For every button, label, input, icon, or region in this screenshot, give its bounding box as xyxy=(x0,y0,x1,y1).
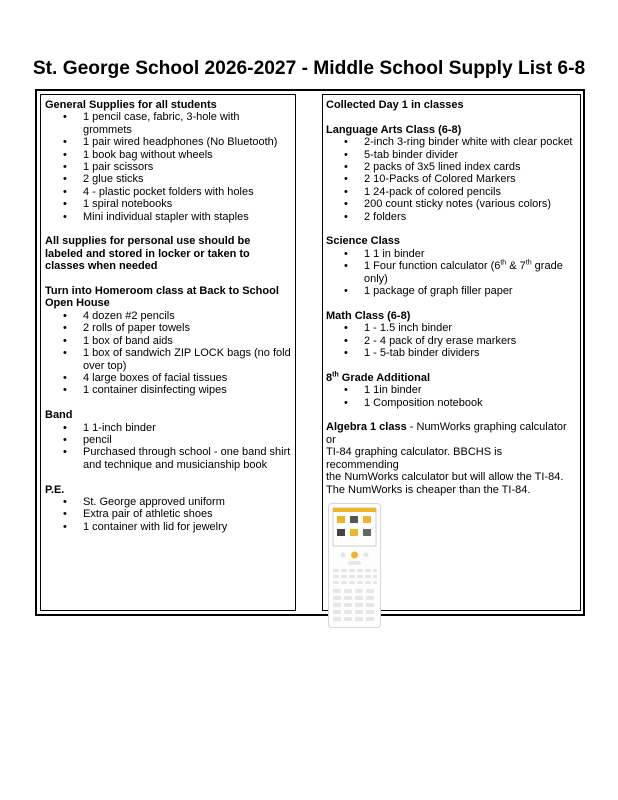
list-item: • St. George approved uniform xyxy=(45,496,291,508)
list-item: • 1 1-inch binder xyxy=(45,422,291,434)
list-item: • 5-tab binder divider xyxy=(326,149,576,161)
algebra-line: TI-84 graphing calculator. BBCHS is recommending xyxy=(326,446,503,471)
list-item: • 1 pencil case, fabric, 3-hole with grommets xyxy=(45,111,291,136)
list-item: • 1 container disinfecting wipes xyxy=(45,384,291,396)
algebra-line xyxy=(326,421,576,446)
list-item: • 1 1 in binder xyxy=(326,248,576,260)
superscript: th xyxy=(500,259,507,267)
grade8-list xyxy=(326,384,576,409)
list-item: • 1 spiral notebooks xyxy=(45,198,291,210)
pe-heading: P.E. xyxy=(45,483,65,496)
list-item: • 2 folders xyxy=(326,211,576,223)
algebra-line: the NumWorks calculator but will allow the TI-84. xyxy=(326,471,564,484)
homeroom-heading xyxy=(45,285,291,310)
list-item: • 1 package of graph filler paper xyxy=(326,285,576,297)
label-note xyxy=(45,235,291,272)
list-item-line: over top) xyxy=(83,359,127,372)
list-item: • 2 10-Packs of Colored Markers xyxy=(326,173,576,185)
text-run: 1 Four function calculator (6 xyxy=(364,260,501,273)
label-note-line: classes when needed xyxy=(45,260,158,273)
text-run: - NumWorks graphing calculator or xyxy=(326,421,567,446)
algebra-line: The NumWorks is cheaper than the TI-84. xyxy=(326,483,531,496)
list-item: • 1 Composition notebook xyxy=(326,397,576,409)
list-item-line: • Purchased through school - one band shirt xyxy=(83,446,291,459)
list-item: • 200 count sticky notes (various colors) xyxy=(326,198,576,210)
band-list xyxy=(45,422,291,472)
list-item: • 1 box of band aids xyxy=(45,335,291,347)
list-item-line: • 1 box of sandwich ZIP LOCK bags (no fold xyxy=(83,347,291,360)
text-run: Grade Additional xyxy=(338,371,430,384)
list-item: • 1 24-pack of colored pencils xyxy=(326,186,576,198)
list-item-line xyxy=(364,260,576,272)
algebra-heading: Algebra 1 class xyxy=(326,421,407,434)
text-run: & 7 xyxy=(506,260,526,273)
calculator-image xyxy=(328,503,381,628)
homeroom-list xyxy=(45,310,291,397)
superscript: th xyxy=(332,371,339,379)
list-item: • 1 1in binder xyxy=(326,384,576,396)
general-list xyxy=(45,111,291,223)
math-heading: Math Class (6-8) xyxy=(326,309,411,322)
list-item: • pencil xyxy=(45,434,291,446)
homeroom-heading-line: Turn into Homeroom class at Back to School xyxy=(45,285,279,298)
list-item-line: only) xyxy=(364,272,388,285)
math-list xyxy=(326,322,576,359)
list-item-line: and technique and musicianship book xyxy=(83,458,268,471)
list-item: • 4 - plastic pocket folders with holes xyxy=(45,186,291,198)
list-item: • 2 - 4 pack of dry erase markers xyxy=(326,335,576,347)
label-note-line: labeled and stored in locker or taken to xyxy=(45,247,250,260)
text-run: grade xyxy=(531,260,563,273)
label-note-line: All supplies for personal use should be xyxy=(45,235,251,248)
language-arts-list xyxy=(326,136,576,223)
band-heading: Band xyxy=(45,409,73,422)
list-item: • 1 pair scissors xyxy=(45,161,291,173)
list-item: • 4 dozen #2 pencils xyxy=(45,310,291,322)
list-item: • 1 book bag without wheels xyxy=(45,149,291,161)
list-item: • 2 packs of 3x5 lined index cards xyxy=(326,161,576,173)
list-item: • 4 large boxes of facial tissues xyxy=(45,372,291,384)
list-item: • 2-inch 3-ring binder white with clear pocket xyxy=(326,136,576,148)
list-item: • Extra pair of athletic shoes xyxy=(45,508,291,520)
list-item xyxy=(326,260,576,285)
list-item: • 1 container with lid for jewelry xyxy=(45,521,291,533)
science-heading: Science Class xyxy=(326,235,400,248)
pe-list xyxy=(45,496,291,533)
calculator-illustration xyxy=(328,503,381,628)
superscript: th xyxy=(525,259,532,267)
supply-table xyxy=(35,89,585,616)
left-column xyxy=(40,94,296,611)
text-run: 8 xyxy=(326,371,333,384)
list-item: • 2 glue sticks xyxy=(45,173,291,185)
list-item: • 1 - 5-tab binder dividers xyxy=(326,347,576,359)
science-list xyxy=(326,248,576,298)
list-item: • 2 rolls of paper towels xyxy=(45,322,291,334)
list-item xyxy=(45,347,291,372)
list-item: • Mini individual stapler with staples xyxy=(45,211,291,223)
general-heading: General Supplies for all students xyxy=(45,99,217,111)
list-item: • 1 - 1.5 inch binder xyxy=(326,322,576,334)
list-item: • 1 pair wired headphones (No Bluetooth) xyxy=(45,136,291,148)
homeroom-heading-line: Open House xyxy=(45,297,110,310)
right-column xyxy=(322,94,581,611)
language-arts-heading: Language Arts Class (6-8) xyxy=(326,123,462,136)
list-item xyxy=(45,446,291,471)
algebra-paragraph xyxy=(326,421,576,495)
grade8-heading xyxy=(326,372,576,384)
collected-heading: Collected Day 1 in classes xyxy=(326,99,464,111)
page-title: St. George School 2026-2027 - Middle School Supply List 6-8 xyxy=(32,58,586,79)
